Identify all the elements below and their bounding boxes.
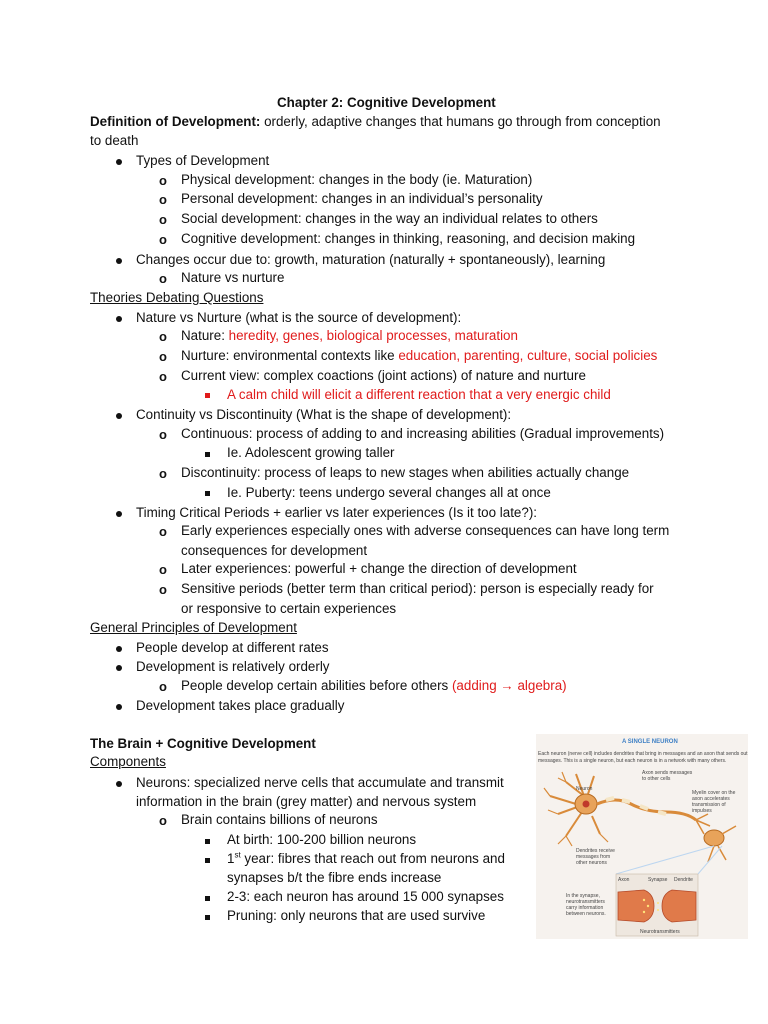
continuity: Continuity vs Discontinuity (What is the shape of development):	[136, 407, 512, 422]
neurons-1: Neurons: specialized nerve cells that accumulate and transmit	[136, 775, 504, 790]
neuron-figure	[536, 734, 748, 939]
label-dendrite: Dendrite	[674, 877, 693, 883]
nature-label: Nature:	[181, 328, 229, 343]
bullet-circle: o	[159, 582, 167, 597]
nature-line	[181, 327, 518, 344]
label-neuron: Neuron	[576, 786, 593, 792]
list-item: Cognitive development: changes in thinking, reasoning, and decision making	[181, 231, 636, 246]
bullet-circle: o	[159, 679, 167, 694]
timing: Timing Critical Periods + earlier vs later experiences (Is it too late?):	[136, 505, 537, 520]
bullet-dot	[116, 665, 122, 671]
list-item: Social development: changes in the way an individual relates to others	[181, 211, 598, 226]
figure-caption-2: messages. This is a single neuron, but each neuron is in a network with many others.	[538, 758, 727, 764]
theories-heading: Theories Debating Questions	[90, 290, 264, 305]
label-myelin-1: Myelin cover on the	[692, 790, 736, 796]
label-dendrites-1: Dendrites receive	[576, 848, 615, 854]
changes-text: Changes occur due to: growth, maturation (naturally + spontaneously), learning	[136, 252, 606, 267]
principle-certain-line	[181, 677, 567, 694]
label-myelin-2: axon accelerates	[692, 796, 730, 802]
definition-label: Definition of Development:	[90, 114, 261, 129]
label-myelin-3: transmission of	[692, 802, 726, 808]
bullet-circle: o	[159, 349, 167, 364]
principle-gradual: Development takes place gradually	[136, 698, 345, 713]
figure-caption-1: Each neuron (nerve cell) includes dendrites that bring in messages and an axon that sends out	[538, 751, 748, 757]
bullet-circle: o	[159, 232, 167, 247]
calm-child: A calm child will elicit a different reaction that a very energic child	[227, 387, 611, 402]
early-1: Early experiences especially ones with adverse consequences can have long term	[181, 523, 670, 538]
definition-line	[90, 113, 661, 130]
later: Later experiences: powerful + change the direction of development	[181, 561, 577, 576]
list-item: Personal development: changes in an individual’s personality	[181, 191, 543, 206]
nature-nurture: Nature vs Nurture (what is the source of development):	[136, 310, 462, 325]
label-synapse-note-4: between neurons.	[566, 911, 606, 917]
label-neurotransmitters: Neurotransmitters	[640, 929, 680, 935]
principle-orderly: Development is relatively orderly	[136, 659, 330, 674]
first-rest: year: fibres that reach out from neurons and	[240, 851, 505, 866]
bullet-circle: o	[159, 212, 167, 227]
continuous-example: Ie. Adolescent growing taller	[227, 445, 395, 460]
adding-open: (adding	[451, 678, 501, 693]
label-synapse: Synapse	[648, 877, 668, 883]
label-axon-sends-1: Axon sends messages	[642, 770, 693, 776]
bullet-square	[205, 393, 210, 398]
principle-certain: People develop certain abilities before others	[181, 678, 452, 693]
label-dendrites-2: messages from	[576, 854, 611, 860]
label-synapse-note-1: In the synapse,	[566, 893, 600, 899]
synapse-inset-icon	[616, 874, 698, 936]
brain-heading: The Brain + Cognitive Development	[90, 736, 316, 751]
pruning: Pruning: only neurons that are used survive	[227, 908, 486, 923]
list-item: Physical development: changes in the body (ie. Maturation)	[181, 172, 533, 187]
current-view: Current view: complex coactions (joint actions) of nature and nurture	[181, 368, 586, 383]
bullet-circle: o	[159, 466, 167, 481]
nurture-red-text: education, parenting, culture, social policies	[398, 348, 658, 363]
label-axon-sends-2: to other cells	[642, 776, 671, 782]
neuron-cell-icon	[544, 772, 736, 862]
billions: Brain contains billions of neurons	[181, 812, 378, 827]
nurture-label: Nurture: environmental contexts like	[181, 348, 399, 363]
bullet-square	[205, 491, 210, 496]
bullet-circle: o	[159, 192, 167, 207]
first-year-2: synapses b/t the fibre ends increase	[227, 870, 442, 885]
continuous: Continuous: process of adding to and increasing abilities (Gradual improvements)	[181, 426, 665, 441]
nurture-line	[181, 347, 657, 364]
label-myelin-4: impulses	[692, 808, 712, 814]
first-year-line	[227, 850, 505, 867]
principles-heading: General Principles of Development	[90, 620, 297, 635]
figure-title: A SINGLE NEURON	[622, 739, 678, 745]
early-2: consequences for development	[181, 543, 368, 558]
changes-sub: Nature vs nurture	[181, 270, 285, 285]
page-title: Chapter 2: Cognitive Development	[277, 95, 496, 110]
bullet-circle: o	[159, 813, 167, 828]
discontinuity-example: Ie. Puberty: teens undergo several changes all at once	[227, 485, 551, 500]
bullet-square	[205, 839, 210, 844]
bullet-dot	[116, 413, 122, 419]
first-sup: st	[234, 850, 241, 860]
bullet-circle: o	[159, 173, 167, 188]
bullet-circle: o	[159, 524, 167, 539]
label-synapse-note-3: carry information	[566, 905, 604, 911]
neuron-illustration	[536, 734, 748, 939]
bullet-dot	[116, 258, 122, 264]
bullet-circle: o	[159, 562, 167, 577]
discontinuity: Discontinuity: process of leaps to new stages when abilities actually change	[181, 465, 630, 480]
sensitive-1: Sensitive periods (better term than critical period): person is especially ready for	[181, 581, 654, 596]
definition-text-cont: to death	[90, 133, 139, 148]
principle-rates: People develop at different rates	[136, 640, 329, 655]
bullet-dot	[116, 704, 122, 710]
bullet-square	[205, 452, 210, 457]
label-axon: Axon	[618, 877, 630, 883]
neurons-2: information in the brain (grey matter) and nervous system	[136, 794, 477, 809]
bullet-circle: o	[159, 271, 167, 286]
at-birth: At birth: 100-200 billion neurons	[227, 832, 417, 847]
bullet-circle: o	[159, 427, 167, 442]
first-num: 1	[227, 851, 235, 866]
bullet-dot	[116, 159, 122, 165]
bullet-square	[205, 896, 210, 901]
label-synapse-note-2: neurotransmitters	[566, 899, 605, 905]
arrow-right-icon: →	[500, 678, 514, 693]
sensitive-2: or responsive to certain experiences	[181, 601, 397, 616]
components-heading: Components	[90, 754, 166, 769]
bullet-square	[205, 915, 210, 920]
bullet-square	[205, 858, 210, 863]
two-three: 2-3: each neuron has around 15 000 synapses	[227, 889, 504, 904]
bullet-dot	[116, 511, 122, 517]
bullet-dot	[116, 646, 122, 652]
definition-text: orderly, adaptive changes that humans go through from conception	[260, 114, 661, 129]
algebra-close: algebra)	[513, 678, 567, 693]
bullet-dot	[116, 781, 122, 787]
types-heading: Types of Development	[136, 153, 270, 168]
bullet-circle: o	[159, 329, 167, 344]
bullet-circle: o	[159, 369, 167, 384]
label-dendrites-3: other neurons	[576, 860, 607, 866]
nature-red-text: heredity, genes, biological processes, maturation	[228, 328, 518, 343]
bullet-dot	[116, 316, 122, 322]
